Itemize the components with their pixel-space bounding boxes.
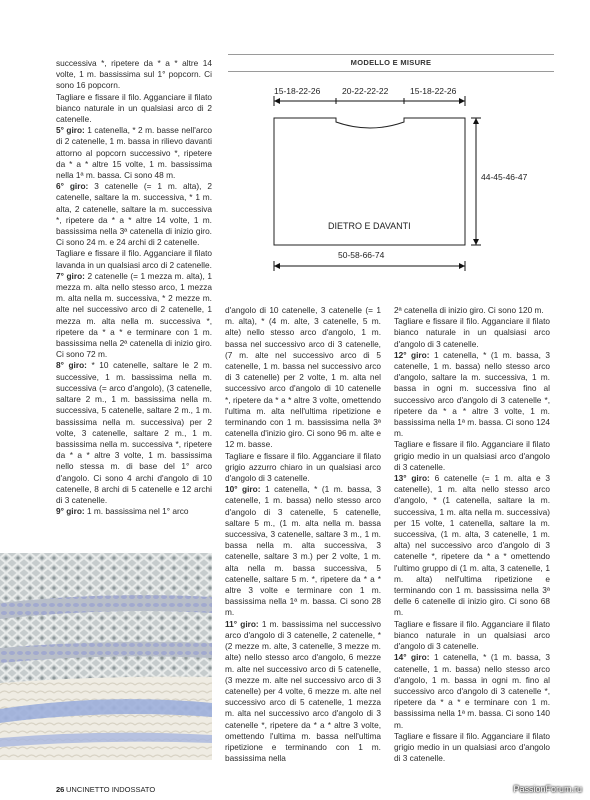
paragraph-text: successiva *, ripetere da * a * altre 14 volte, 1 m. bassissima sul 1° popcorn. Ci sono 16 popcorn.: [56, 58, 212, 91]
text-column-middle: [225, 305, 381, 764]
paragraph-text: d'angolo di 10 catenelle, 3 catenelle (= 1 m. alta), * (4 m. alte, 3 catenelle, 5 m. alte) nello stesso arco d'angolo, 1 m. bassa nel successivo arco di 3 catenelle, (7 m. alte nel successivo arco di 5 catenelle, 1 m. bassa nel successivo arco di 3 catenelle) per 2 volte, 1 m. alta nel successivo arco d'angolo di 10 catenelle *, ripetere da * a * altre 3 volte, omettendo l'ultima m. alta nell'ultima ripetizione e terminando con 1 m. bassissima nella 3ª catenella d'inizio giro. Ci sono 96 m. alte e 12 m. basse.: [225, 305, 381, 450]
paragraph-text: 1 catenella, * (1 m. bassa, 3 catenelle, 1 m. bassa) nello stesso arco d'angolo di 3 catenelle, 5 catenelle, saltare 5 m., (1 m. alta nella m. bassa successiva, 3 catenelle, saltare 3 m., 1 m. bassa nella m. alta successiva, 3 catenelle, saltare 3 m.) per 2 volte, 1 m. alta nella m. bassa successiva, 5 catenelle, saltare 5 m. *, ripetere da * a * altre 3 volte e terminare con 1 m. bassissima nella 1ª m. bassa. Ci sono 28 m.: [225, 484, 381, 618]
instruction-paragraph: [56, 506, 212, 517]
instruction-paragraph: [56, 58, 212, 92]
paragraph-text: 1 m. bassissima nel 1° arco: [84, 506, 189, 517]
crochet-texture-image: [0, 553, 212, 760]
page-number: 26: [56, 785, 65, 794]
paragraph-text: Tagliare e fissare il filo. Agganciare il filato bianco naturale in un qualsiasi arco d'angolo di 3 catenelle.: [394, 316, 550, 349]
schema-title: MODELLO E MISURE: [350, 58, 432, 67]
paragraph-text: * 10 catenelle, saltare le 2 m. successive, 1 m. bassissima nella m. successiva (= arco d'angolo), (3 catenelle, saltare 2 m., 1 m. bassissima nella m. successiva, 5 catenelle, saltare 2 m., 1 m. bassissima nella m. successiva) per 2 volte, 3 catenelle, saltare 2 m., 1 m. bassissima nella m. successiva *, ripetere da * a * altre 3 volte, 1 m. bassissima nello stessa m. di base del 1° arco d'angolo. Ci sono 4 archi d'angolo di 10 catenelle, 8 archi di 5 catenelle e 12 archi di 3 catenelle.: [56, 360, 213, 505]
paragraph-text: 1 catenella, * (1 m. bassa, 3 catenelle, 1 m. bassa) nello stesso arco d'angolo, saltare la m. successiva, 1 m. bassa in ogni m. successiva fino al successivo arco d'angolo di 3 catenelle *, ripetere da * a * altre 3 volte, 1 m. bassissima nella 1ª m. bassa. Ci sono 124 m.: [394, 349, 550, 439]
dimension-top-middle: 20-22-22-22: [342, 86, 389, 96]
text-column-right: [394, 305, 550, 764]
instruction-paragraph: [394, 316, 550, 350]
paragraph-text: 3 catenelle (= 1 m. alta), 2 catenelle, saltare la m. successiva, * 1 m. alta, 2 catenelle, saltare la m. successiva *, ripetere da * a * altre 14 volte, 1 m. bassissima nella 3ª catenella di inizio giro. Ci sono 24 m. e 24 archi di 2 catenelle.: [56, 181, 212, 248]
instruction-paragraph: [394, 473, 550, 619]
paragraph-text: 2ª catenella di inizio giro. Ci sono 120 m.: [394, 305, 544, 315]
dimension-side: 44-45-46-47: [481, 172, 528, 182]
instruction-paragraph: [56, 248, 212, 270]
paragraph-text: 1 m. bassissima nel successivo arco d'angolo di 3 catenelle, 2 catenelle, * (2 mezze m. alte, 3 catenelle, 3 mezze m. alte) nello stesso arco d'angolo, 6 mezze m. alte nel successivo arco di 5 catenelle, (3 mezze m. alte nel successivo arco di 3 catenelle) per 4 volte, 6 mezze m. alte nel successivo arco di 5 catenelle, 1 mezza m. alta nel successivo arco d'angolo di 3 catenelle *, ripetere da * a * altre 3 volte, omettendo l'ultima m. bassa nell'ultima ripetizione e terminando con 1 m. bassissima nella: [225, 618, 381, 764]
round-label: 13° giro:: [394, 473, 430, 484]
paragraph-text: Tagliare e fissare il filo. Agganciare il filato lavanda in un qualsiasi arco di 2 catenelle.: [56, 248, 212, 270]
dimension-top-right: 15-18-22-26: [410, 86, 457, 96]
instruction-paragraph: [394, 305, 550, 316]
text-column-left: [56, 58, 212, 517]
dimension-bottom: 50-58-66-74: [338, 250, 385, 260]
instruction-paragraph: [394, 652, 550, 730]
paragraph-text: Tagliare e fissare il filo. Agganciare il filato grigio azzurro chiaro in un qualsiasi arco d'angolo di 3 catenelle.: [225, 450, 381, 484]
schema-header: [228, 54, 554, 72]
round-label: 7° giro:: [56, 270, 85, 281]
instruction-paragraph: [56, 271, 212, 361]
paragraph-text: 6 catenelle (= 1 m. alta e 3 catenelle), 1 m. alta nello stesso arco d'angolo, * (1 catenella, saltare la m. successiva, 1 m. alta nella m. successiva) per 15 volte, 1 catenella, saltare la m. successiva, (1 m. alta, 3 catenelle, 1 m. alta) nel successivo arco d'angolo di 3 catenelle *, ripetere da * a * omettendo l'ultimo gruppo di (1 m. alta, 3 catenelle, 1 m. alta) nell'ultima ripetizione e terminando con 1 m. bassissima nella 3ª delle 6 catenelle di inizio giro. Ci sono 68 m.: [394, 473, 550, 618]
instruction-paragraph: [56, 360, 212, 506]
paragraph-text: Tagliare e fissare il filo. Agganciare il filato bianco naturale in un qualsiasi arco di 2 catenelle.: [56, 91, 212, 125]
garment-label: DIETRO E DAVANTI: [328, 221, 411, 231]
paragraph-text: Tagliare e fissare il filo. Agganciare il filato grigio medio in un qualsiasi arco d'angolo di 3 catenelle.: [394, 730, 550, 764]
watermark: PassionForum.ru: [513, 784, 582, 794]
dimension-top-left: 15-18-22-26: [274, 86, 321, 96]
paragraph-text: Tagliare e fissare il filo. Agganciare il filato bianco naturale in un qualsiasi arco d'angolo di 3 catenelle.: [394, 618, 550, 652]
instruction-paragraph: [56, 125, 212, 181]
round-label: 6° giro:: [56, 181, 89, 192]
instruction-paragraph: [56, 181, 212, 248]
publication-name: UNCINETTO INDOSSATO: [66, 785, 156, 794]
round-label: 10° giro:: [225, 484, 261, 495]
paragraph-text: 1 catenella, * (1 m. bassa, 3 catenelle, 1 m. bassa) nello stesso arco d'angolo, 1 m. bassa in ogni m. fino al successivo arco d'angolo di 3 catenelle *, ripetere da * a * e terminare con 1 m. bassissima nella 1ª m. bassa. Ci sono 140 m.: [394, 652, 550, 730]
instruction-paragraph: [394, 350, 550, 440]
round-label: 11° giro:: [225, 618, 259, 629]
instruction-paragraph: [394, 731, 550, 765]
round-label: 9° giro:: [56, 506, 85, 517]
instruction-paragraph: [225, 451, 381, 485]
paragraph-text: 1 catenella, * 2 m. basse nell'arco di 2 catenelle, 1 m. bassa in rilievo davanti attorno al popcorn successivo *, ripetere da * a * altre 15 volte, 1 m. bassissima nella 1ª m. bassa. Ci sono 48 m.: [56, 125, 213, 181]
instruction-paragraph: [56, 92, 212, 126]
crochet-swatch-photo: [0, 553, 212, 760]
instruction-paragraph: [225, 305, 381, 451]
round-label: 8° giro:: [56, 360, 87, 371]
instruction-paragraph: [225, 484, 381, 618]
instruction-paragraph: [394, 619, 550, 653]
paragraph-text: Tagliare e fissare il filo. Agganciare il filato grigio medio in un qualsiasi arco d'angolo di 3 catenelle.: [394, 439, 550, 472]
round-label: 14° giro:: [394, 652, 430, 663]
round-label: 12° giro:: [394, 349, 430, 360]
instruction-paragraph: [394, 439, 550, 473]
instruction-paragraph: [225, 619, 381, 765]
paragraph-text: 2 catenelle (= 1 mezza m. alta), 1 mezza m. alta nello stesso arco, 1 mezza m. alta nella m. successiva, * 2 mezze m. alte nel successivo arco di 2 catenelle, 1 mezza m. alta nella m. successiva *, ripetere da * a * e terminare con 1 m. bassissima nella 2ª catenella di inizio giro. Ci sono 72 m.: [56, 270, 213, 360]
round-label: 5° giro:: [56, 125, 85, 136]
